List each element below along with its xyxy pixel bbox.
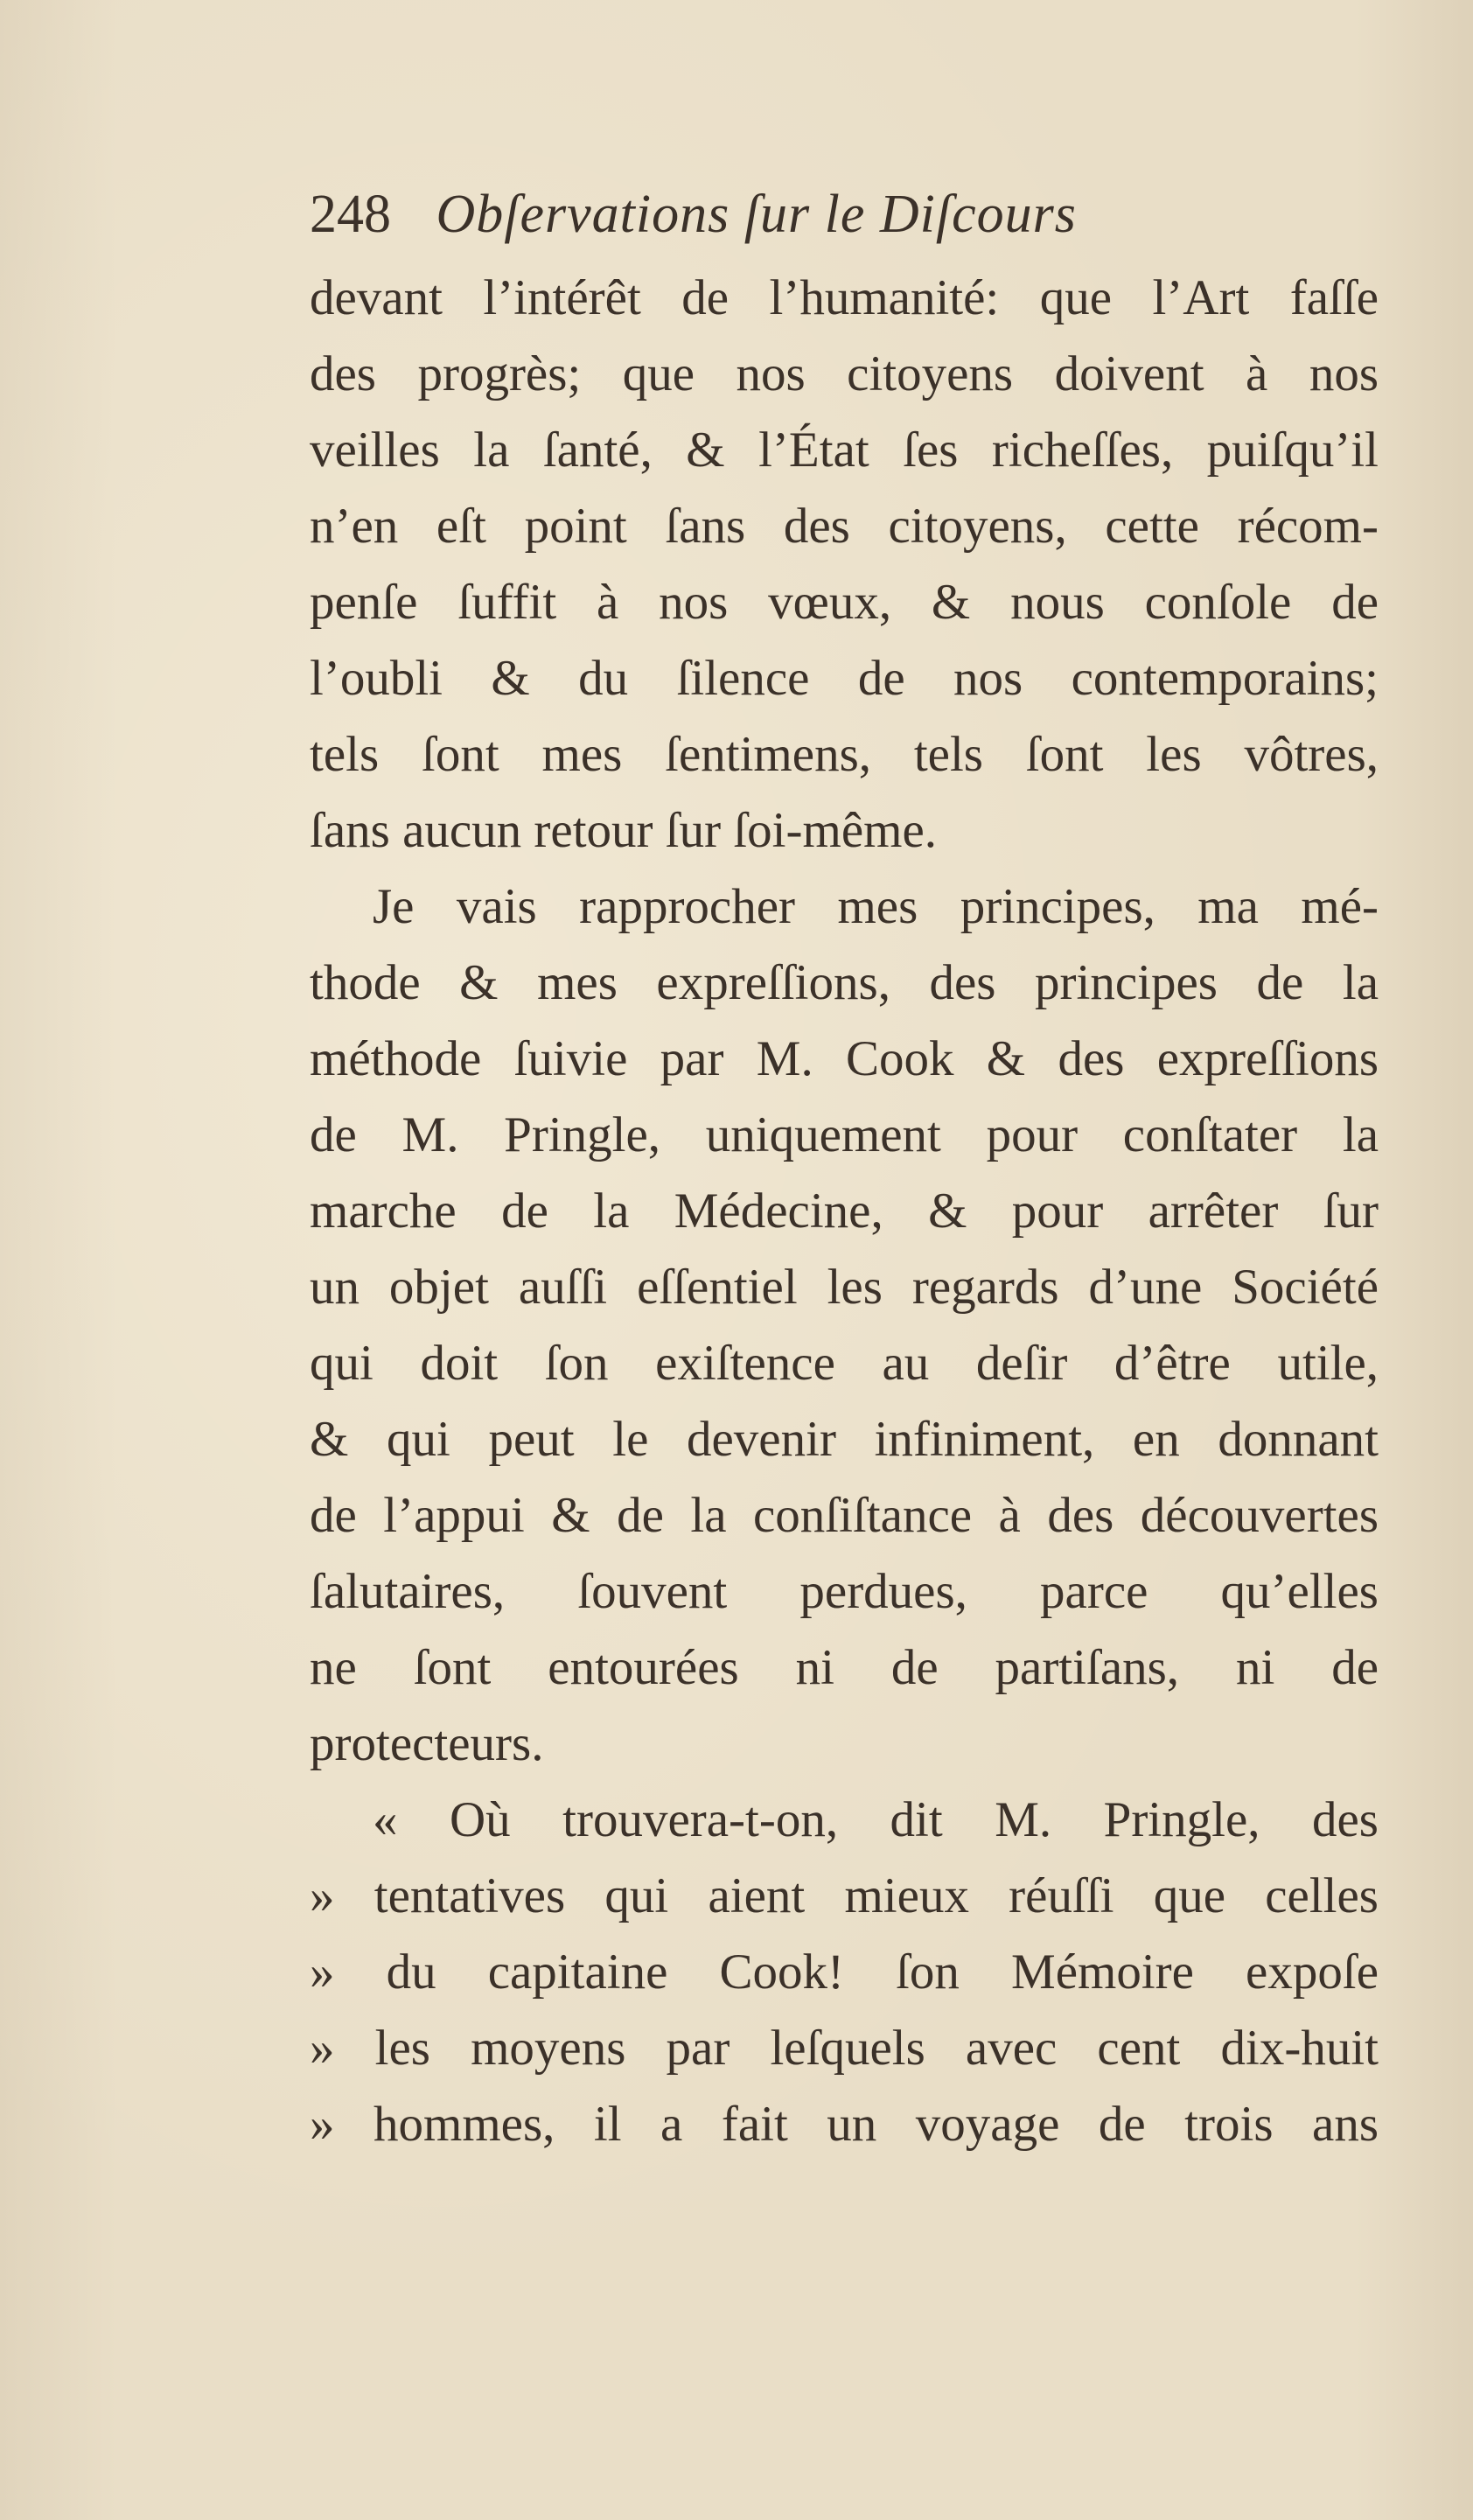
text-line: ſans aucun retour ſur ſoi-même. [310, 803, 938, 858]
paragraph [310, 260, 1379, 869]
running-header [310, 179, 1386, 249]
text-line: tels ſont mes ſentimens, tels ſont les vôtres, [310, 727, 1379, 782]
paragraph [310, 869, 1379, 1782]
text-line: Je vais rapprocher mes principes, ma mé- [373, 879, 1379, 934]
text-line: « Où trouvera-t-on, dit M. Pringle, des [373, 1792, 1379, 1847]
text-line: de l’appui & de la conſiſtance à des découvertes [310, 1488, 1379, 1543]
body-text [310, 260, 1379, 2162]
text-line: thode & mes expreſſions, des principes de la [310, 955, 1379, 1010]
text-line: l’oubli & du ſilence de nos contemporains; [310, 651, 1379, 706]
text-line: veilles la ſanté, & l’État ſes richeſſes, puiſqu’il [310, 422, 1379, 478]
running-title: Obſervations ſur le Diſcours [436, 185, 1077, 244]
text-line: qui doit ſon exiſtence au deſir d’être utile, [310, 1336, 1379, 1391]
text-line: » du capitaine Cook! ſon Mémoire expoſe [310, 1944, 1379, 2000]
text-line: » les moyens par leſquels avec cent dix-huit [310, 2021, 1379, 2076]
text-line: devant l’intérêt de l’humanité: que l’Art faſſe [310, 270, 1379, 325]
paragraph [310, 1782, 1379, 2162]
text-line: de M. Pringle, uniquement pour conſtater la [310, 1107, 1379, 1162]
text-line: penſe ſuffit à nos vœux, & nous conſole de [310, 575, 1379, 630]
text-line: protecteurs. [310, 1716, 544, 1771]
text-line: des progrès; que nos citoyens doivent à nos [310, 346, 1379, 401]
text-line: » tentatives qui aient mieux réuſſi que celles [310, 1868, 1379, 1923]
text-line: ſalutaires, ſouvent perdues, parce qu’elles [310, 1564, 1379, 1619]
text-line: marche de la Médecine, & pour arrêter ſur [310, 1183, 1379, 1239]
text-line: » hommes, il a fait un voyage de trois ans [310, 2097, 1379, 2152]
text-line: & qui peut le devenir infiniment, en donnant [310, 1412, 1379, 1467]
text-line: n’en eſt point ſans des citoyens, cette récom- [310, 499, 1379, 554]
text-line: ne ſont entourées ni de partiſans, ni de [310, 1640, 1379, 1695]
page-number: 248 [310, 185, 391, 244]
text-line: méthode ſuivie par M. Cook & des expreſſions [310, 1031, 1379, 1086]
text-line: un objet auſſi eſſentiel les regards d’une Société [310, 1260, 1379, 1315]
